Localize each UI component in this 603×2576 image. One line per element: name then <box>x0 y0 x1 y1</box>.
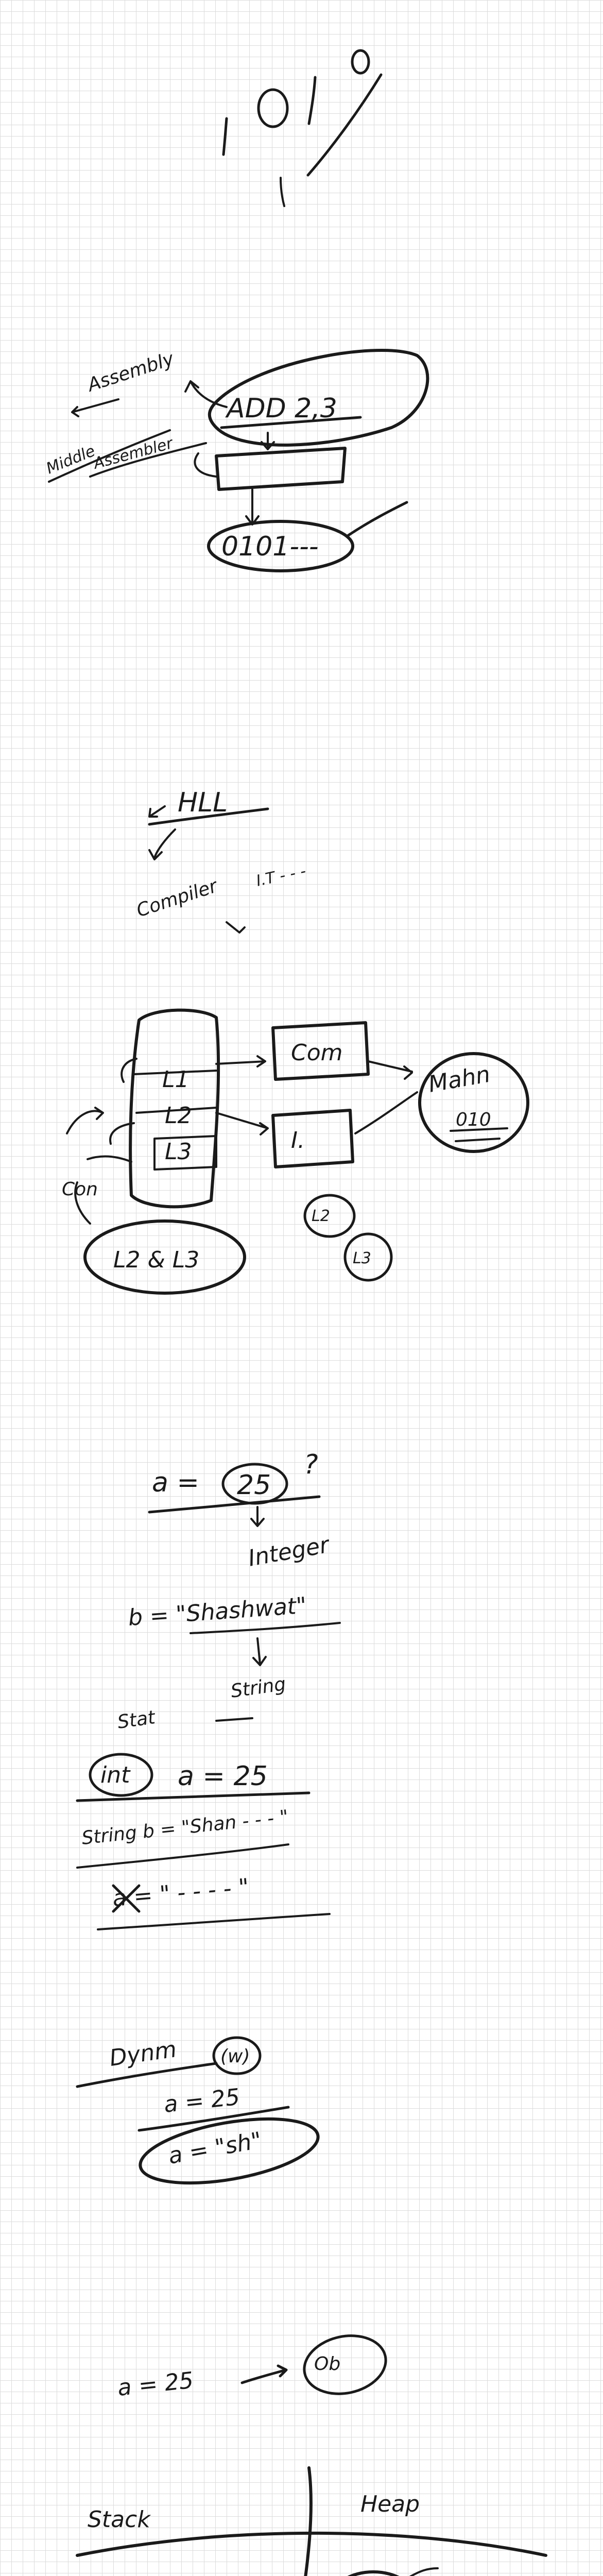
com-to-machine-arrow <box>368 1061 412 1079</box>
wrong-underline <box>98 1914 330 1929</box>
lang-l1: L1 <box>162 1066 189 1093</box>
assign-b: b = "Shashwat" <box>127 1592 307 1631</box>
section-hll <box>134 787 307 933</box>
section-memory <box>77 2468 546 2576</box>
lang-l2: L2 <box>165 1103 192 1129</box>
l2-to-interp-arrow <box>216 1113 268 1134</box>
dynamic-short: (w) <box>220 2046 250 2067</box>
machine-code-small: 010 <box>456 1109 491 1130</box>
side-label-arrow <box>67 1108 103 1133</box>
wrong-line: a = " - - - - " <box>111 1873 250 1912</box>
hll-down-arrow <box>149 829 175 859</box>
stroke-one <box>223 118 227 155</box>
assign-a: a = <box>152 1467 199 1498</box>
machine-code-tail <box>348 502 407 536</box>
com-text: Com <box>291 1040 343 1066</box>
value-circle <box>330 2572 417 2576</box>
section-assembly <box>44 348 428 571</box>
assembly-arrow <box>72 399 118 416</box>
section-static <box>77 1707 330 1929</box>
section-reference <box>116 2329 391 2401</box>
machine-underline <box>451 1128 507 1141</box>
reference-target: Ob <box>314 2353 341 2375</box>
stroke-one-2 <box>309 77 315 124</box>
machine-label: Mahn <box>426 1061 492 1098</box>
group-label: L2 & L3 <box>113 1247 200 1273</box>
l2-small: L2 <box>312 1207 330 1225</box>
side-label: Con <box>62 1179 98 1200</box>
label-assembler: Assembler <box>92 434 175 473</box>
dynamic-line2: a = "sh" <box>166 2127 264 2170</box>
assembler-box <box>216 448 345 489</box>
interp-box <box>273 1110 353 1167</box>
machine-code-text: 0101--- <box>221 531 319 562</box>
section-types <box>127 1449 340 1702</box>
hll-title: HLL <box>178 787 228 818</box>
down-arrow-to-code <box>246 489 259 524</box>
static-title-tail <box>216 1718 252 1721</box>
interp-text: I. <box>291 1127 305 1154</box>
value-tail <box>407 2568 438 2576</box>
compiler-text: Compiler <box>134 875 220 922</box>
hll-arrow <box>149 806 165 817</box>
down-arrow-to-box <box>262 433 274 449</box>
lang-l3: L3 <box>165 1139 192 1165</box>
string-line-underline <box>77 1844 288 1868</box>
heap-label: Heap <box>360 2491 420 2517</box>
compiler-down-mark <box>227 922 245 933</box>
memory-divider-horizontal <box>77 2533 546 2555</box>
value-down-arrow <box>251 1507 264 1526</box>
dynamic-line1: a = 25 <box>162 2083 242 2118</box>
arrow-to-assembler <box>185 381 227 407</box>
small-one-mark <box>281 178 284 206</box>
value-a: 25 <box>237 1470 271 1501</box>
dynamic-title: Dynm <box>108 2036 178 2072</box>
l3-small: L3 <box>353 1249 371 1267</box>
label-middle: Middle <box>43 442 98 478</box>
int-keyword: int <box>100 1762 130 1788</box>
label-assembly: Assembly <box>85 348 177 396</box>
string-line: String b = "Shan - - - " <box>80 1806 289 1849</box>
l1-to-com-arrow <box>216 1056 265 1066</box>
left-bracket-arrow <box>195 453 216 477</box>
instruction-text: ADD 2,3 <box>227 393 337 424</box>
static-title: Stat <box>116 1707 157 1733</box>
reference-arrow <box>242 2366 286 2383</box>
question-mark: ? <box>304 1449 318 1480</box>
digit-zero-small <box>352 50 369 73</box>
dynamic-underline <box>77 2063 216 2087</box>
interpreter-text: I.T - - - <box>254 862 308 890</box>
section-binary <box>223 40 381 220</box>
stack-label: Stack <box>88 2506 150 2533</box>
digit-zero-circle <box>259 90 287 127</box>
reference-expression: a = 25 <box>116 2367 195 2401</box>
integer-label: Integer <box>246 1532 331 1572</box>
slash-stroke <box>308 75 381 175</box>
string-label: String <box>229 1673 287 1702</box>
int-line: a = 25 <box>178 1761 268 1792</box>
memory-divider-vertical <box>257 2468 311 2576</box>
string-down-arrow <box>253 1638 266 1665</box>
section-dynamic <box>77 2036 323 2194</box>
section-languages <box>62 1010 528 1293</box>
reference-target-circle <box>299 2329 391 2401</box>
interp-to-machine-arrow <box>355 1092 417 1133</box>
side-label-arrow-2 <box>88 1157 131 1162</box>
